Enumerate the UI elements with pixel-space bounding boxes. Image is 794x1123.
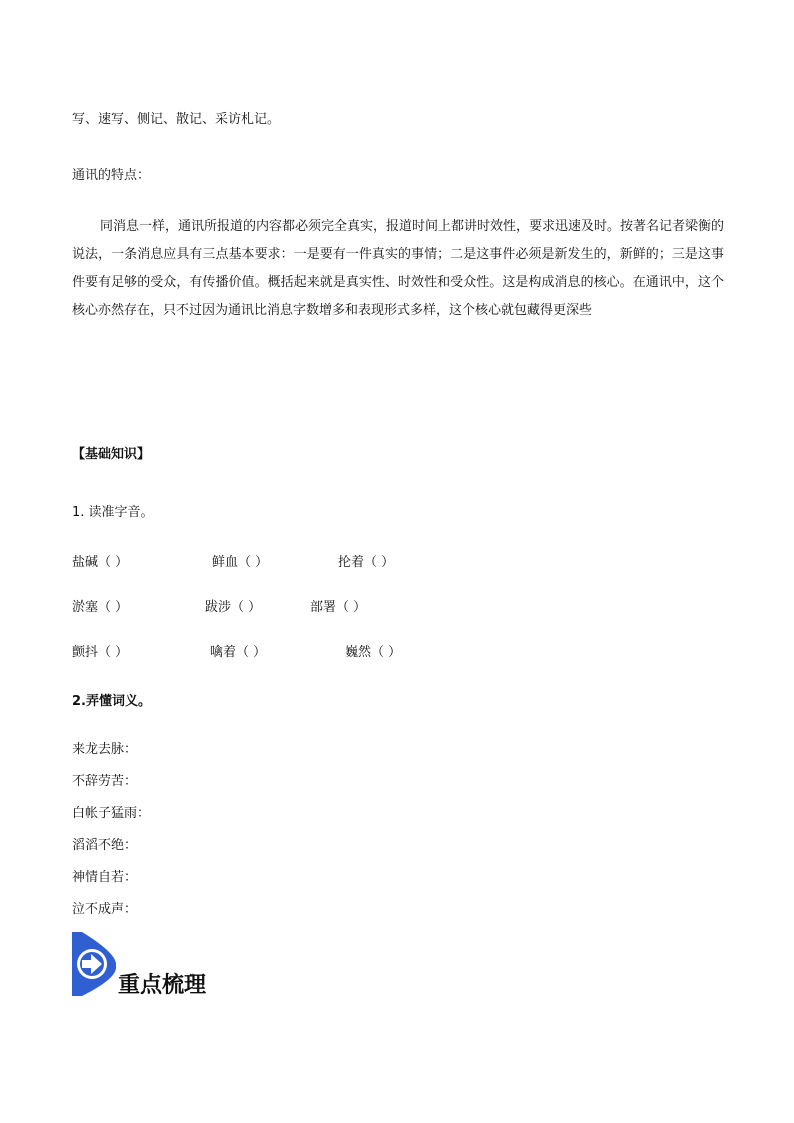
- features-label: 通讯的特点：: [72, 168, 151, 183]
- question-2: 2.弄懂词义。: [72, 694, 151, 709]
- text-fragment: 写、速写、侧记、散记、采访札记。: [72, 112, 281, 127]
- pronunciation-item: 部署（ ）: [310, 600, 367, 615]
- pronunciation-item: 淤塞（ ）: [72, 600, 129, 615]
- pronunciation-item: 跋涉（ ）: [205, 600, 262, 615]
- pronunciation-item: 颤抖（ ）: [72, 645, 129, 660]
- vocab-item: 神情自若：: [72, 870, 138, 885]
- pronunciation-item: 噙着（ ）: [210, 645, 267, 660]
- pronunciation-item: 盐碱（ ）: [72, 555, 129, 570]
- vocab-item: 滔滔不绝：: [72, 838, 138, 853]
- vocab-item: 白帐子猛雨：: [72, 806, 151, 821]
- features-paragraph: 同消息一样，通讯所报道的内容都必须完全真实，报道时间上都讲时效性，要求迅速及时。按著名记者梁衡的说法，一条消息应具有三点基本要求：一是要有一件真实的事情；二是这事件必须是新发生的，新鲜的；三是这事件要有足够的受众，有传播价值。概括起来就是真实性、时效性和受众性。这是构成消息的核心。在通讯中，这个核心亦然存在，只不过因为通讯比消息字数增多和表现形式多样，这个核心就包藏得更深些: [72, 219, 725, 318]
- vocab-item: 来龙去脉：: [72, 742, 138, 757]
- pronunciation-item: 抡着（ ）: [338, 555, 395, 570]
- pronunciation-item: 巍然（ ）: [345, 645, 402, 660]
- vocab-item: 不辞劳苦：: [72, 774, 138, 789]
- section-title: 重点梳理: [118, 972, 207, 998]
- section-header: [72, 932, 332, 996]
- basics-heading: 【基础知识】: [72, 447, 151, 462]
- question-1: 1. 读准字音。: [72, 505, 154, 520]
- pronunciation-item: 鲜血（ ）: [212, 555, 269, 570]
- vocab-list: [72, 734, 150, 926]
- arrow-right-icon: [72, 932, 118, 996]
- vocab-item: 泣不成声：: [72, 902, 138, 917]
